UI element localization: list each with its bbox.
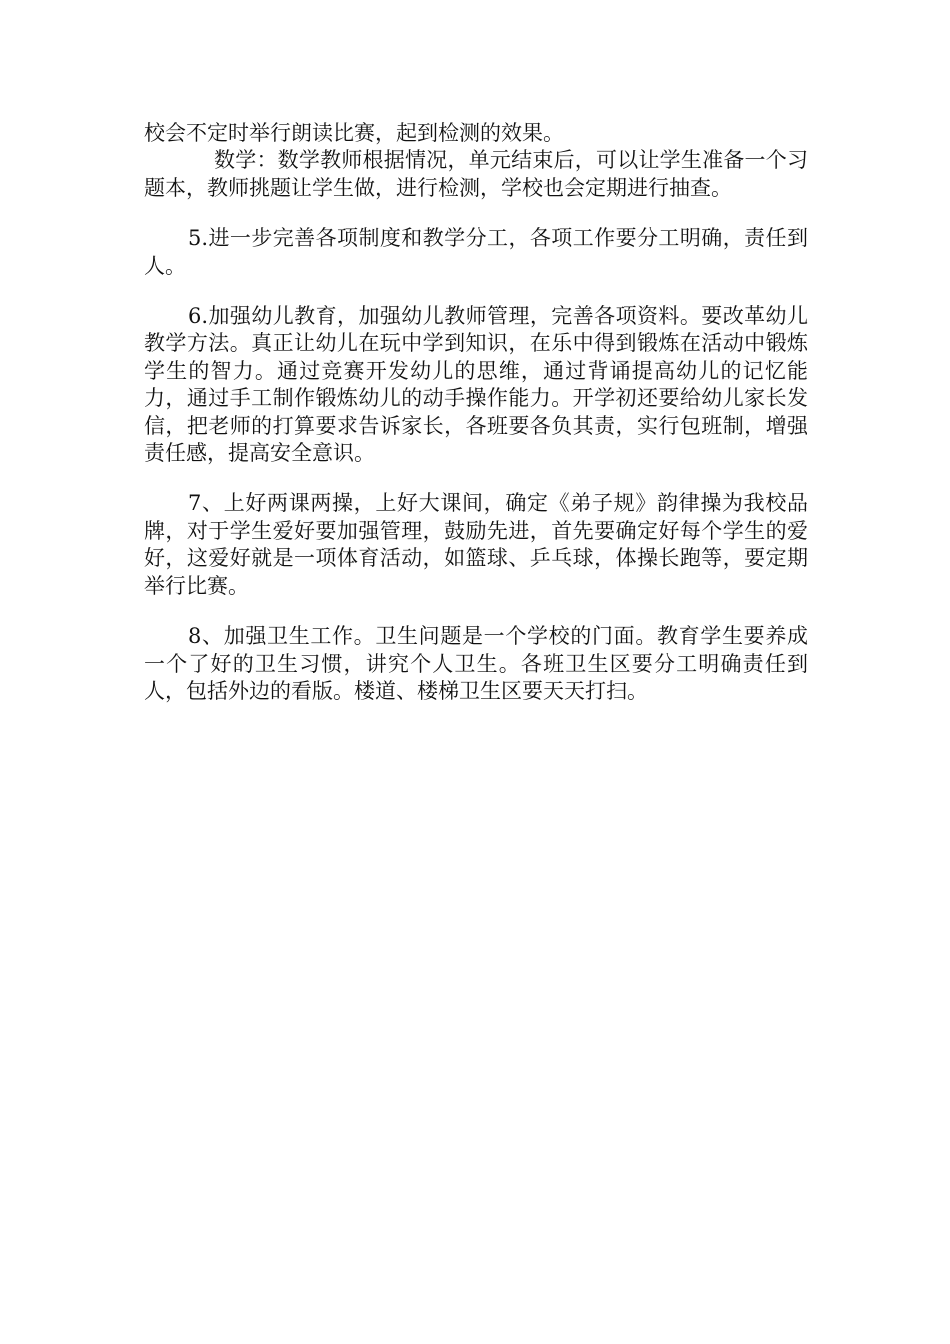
document-body	[144, 120, 808, 705]
paragraph-reading-contest: 校会不定时举行朗读比赛，起到检测的效果。	[144, 121, 564, 145]
paragraph-item-6: 6.加强幼儿教育，加强幼儿教师管理，完善各项资料。要改革幼儿教学方法。真正让幼儿在玩中学到知识，在乐中得到锻炼在活动中锻炼学生的智力。通过竞赛开发幼儿的思维，通过背诵提高幼儿的记忆能力，通过手工制作锻炼幼儿的动手操作能力。开学初还要给幼儿家长发信，把老师的打算要求告诉家长，各班要各负其责，实行包班制，增强责任感，提高安全意识。	[144, 304, 808, 466]
paragraph-item-5: 5.进一步完善各项制度和教学分工，各项工作要分工明确，责任到人。	[144, 226, 808, 278]
paragraph-math: 数学：数学教师根据情况，单元结束后，可以让学生准备一个习题本，教师挑题让学生做，进行检测，学校也会定期进行抽查。	[144, 148, 808, 200]
paragraph-item-7: 7、上好两课两操，上好大课间，确定《弟子规》韵律操为我校品牌，对于学生爱好要加强管理，鼓励先进，首先要确定好每个学生的爱好，这爱好就是一项体育活动，如篮球、乒乓球，体操长跑等，要定期举行比赛。	[144, 491, 808, 598]
paragraph-item-8: 8、加强卫生工作。卫生问题是一个学校的门面。教育学生要养成一个了好的卫生习惯，讲究个人卫生。各班卫生区要分工明确责任到人，包括外边的看版。楼道、楼梯卫生区要天天打扫。	[144, 624, 808, 703]
